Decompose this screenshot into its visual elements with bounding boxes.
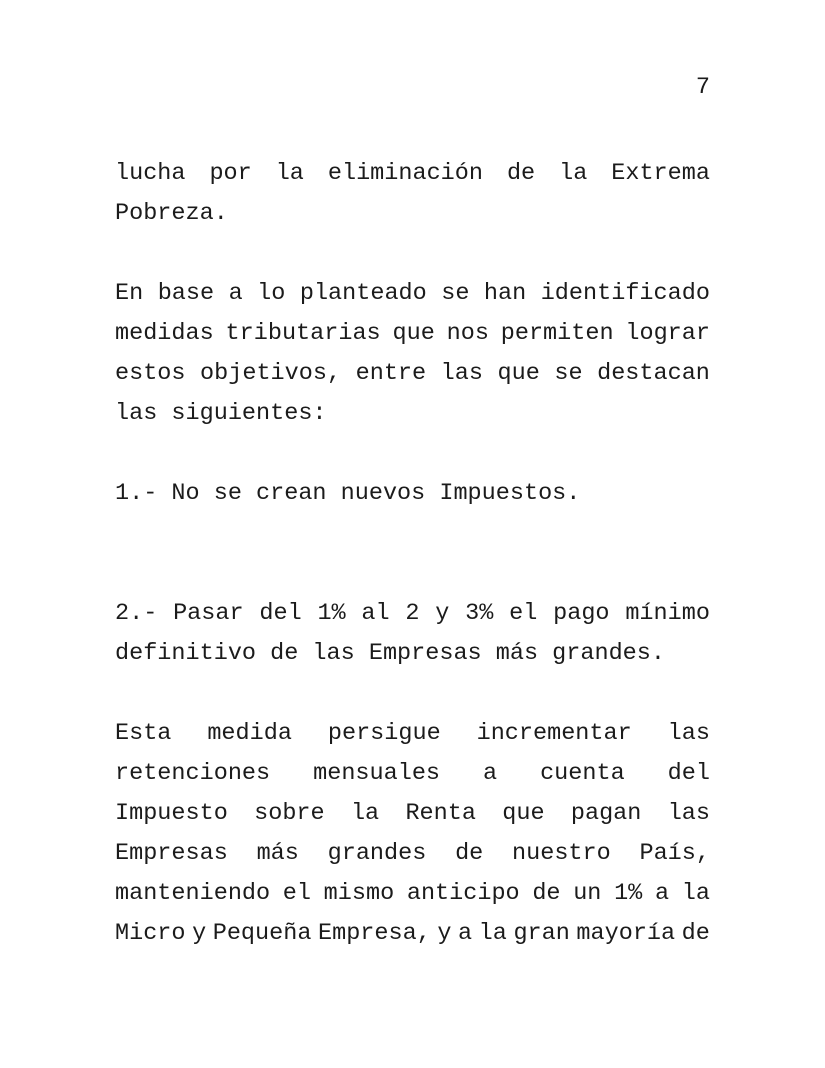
text-line: Micro y Pequeña Empresa, y a la gran mayoría de [115, 920, 710, 947]
text-line: definitivo de las Empresas más grandes. [115, 640, 665, 667]
text-line: Pobreza. [115, 200, 228, 227]
document-body-text [115, 154, 710, 954]
text-line: En base a lo planteado se han identificado [115, 280, 710, 307]
blank-line [115, 674, 710, 714]
text-line: Impuesto sobre la Renta que pagan las [115, 800, 710, 827]
blank-line [115, 234, 710, 274]
text-line: retenciones mensuales a cuenta del [115, 760, 710, 787]
blank-line [115, 554, 710, 594]
page-number: 7 [695, 74, 710, 101]
text-line: medidas tributarias que nos permiten lograr [115, 320, 710, 347]
text-line: 1.- No se crean nuevos Impuestos. [115, 480, 581, 507]
text-line: lucha por la eliminación de la Extrema [115, 160, 710, 187]
text-line: estos objetivos, entre las que se destacan [115, 360, 710, 387]
text-line: manteniendo el mismo anticipo de un 1% a la [115, 880, 710, 907]
blank-line [115, 514, 710, 554]
text-line: las siguientes: [115, 400, 327, 427]
text-line: Empresas más grandes de nuestro País, [115, 840, 710, 867]
text-line: Esta medida persigue incrementar las [115, 720, 710, 747]
blank-line [115, 434, 710, 474]
text-line: 2.- Pasar del 1% al 2 y 3% el pago mínimo [115, 600, 710, 627]
